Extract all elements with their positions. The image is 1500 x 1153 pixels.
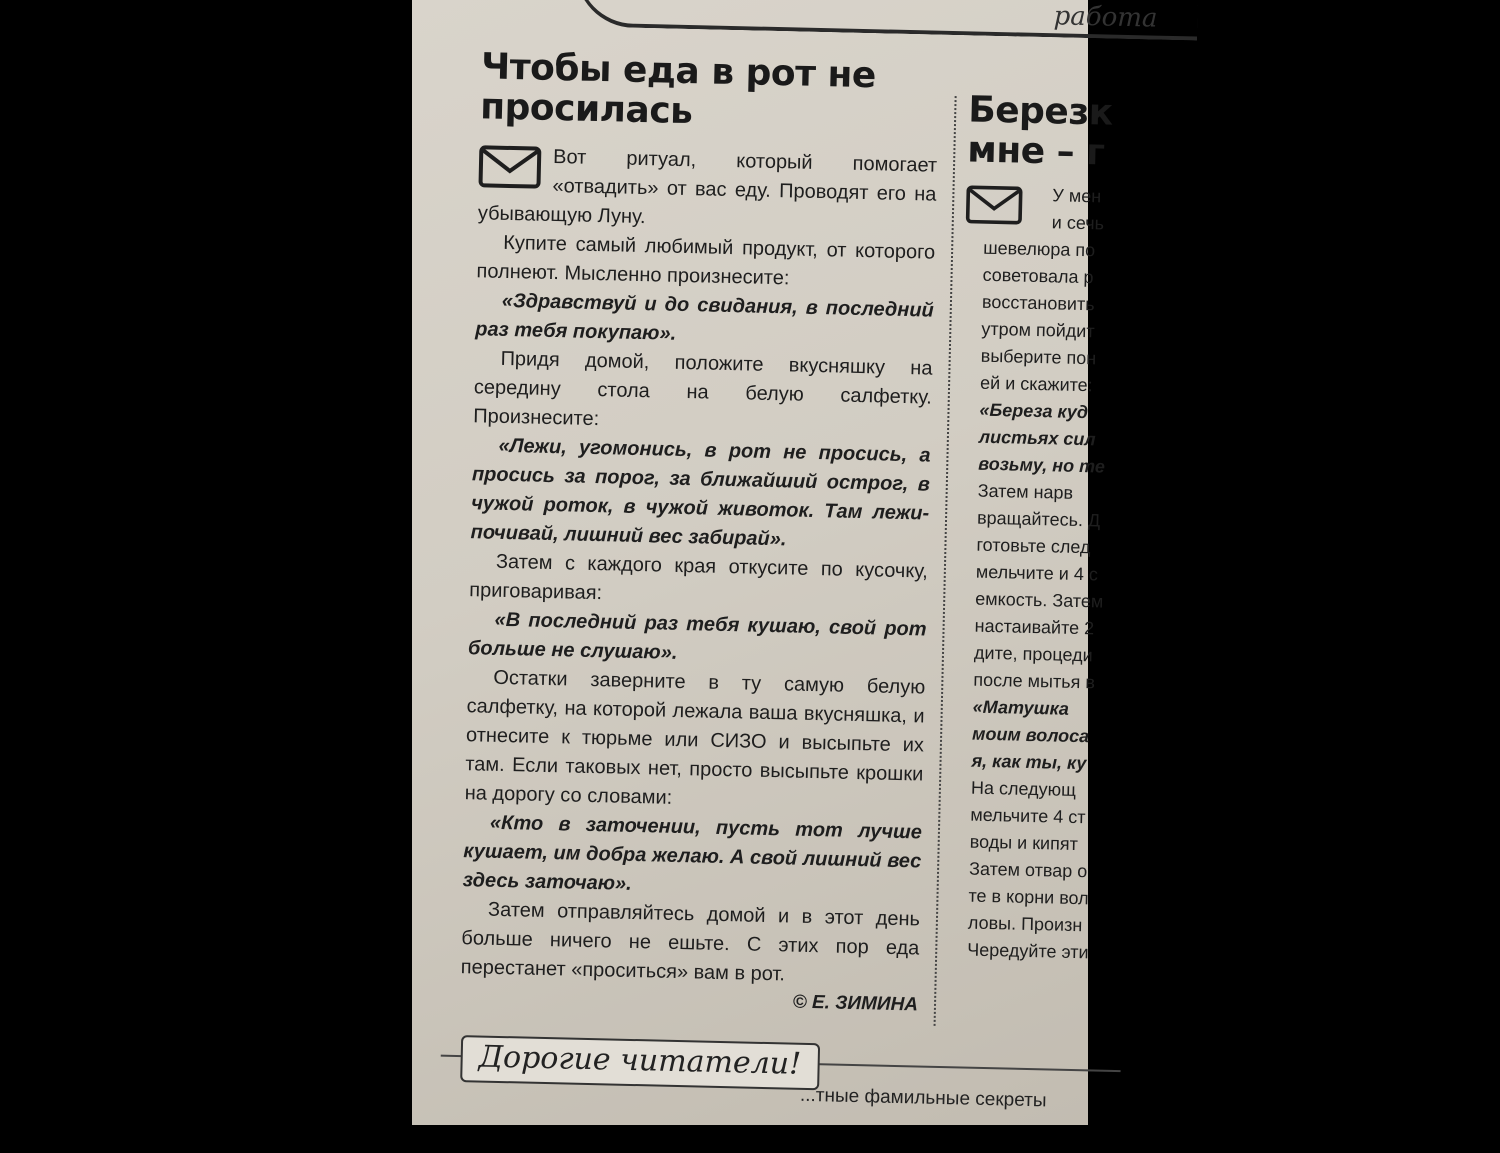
quote-paragraph: «В последний раз тебя кушаю, свой рот больше не слушаю». <box>467 608 927 664</box>
body-paragraph: Чередуйте эти <box>967 939 1089 963</box>
quote-paragraph: «Лежи, угомонись, в рот не просись, а просись за порог, за ближайший острог, в чужой роток, в чужой животок. Там лежи-почивай, лишний вес забирай». <box>470 434 931 551</box>
article-headline: Чтобы еда в рот не просилась <box>479 46 877 133</box>
body-paragraph: ловы. Произн <box>967 912 1083 936</box>
body-paragraph: Затем отправляйтесь домой и в этот день больше ничего не ешьте. С этих пор еда перестанет «проситься» вам в рот. <box>460 898 921 986</box>
body-paragraph: Затем нарв <box>977 480 1074 503</box>
envelope-icon <box>966 184 1023 225</box>
article-right-headline <box>967 90 1169 175</box>
article-body <box>460 141 937 992</box>
quote-paragraph: я, как ты, ку <box>971 750 1087 774</box>
quote-paragraph: возьму, но те <box>978 453 1106 477</box>
quote-paragraph: листьях сил <box>978 426 1096 450</box>
body-paragraph: выберите пон <box>980 345 1097 369</box>
body-paragraph: дите, процеди <box>973 642 1093 666</box>
headline-line: мне – г <box>966 129 1105 174</box>
body-paragraph: Остатки заверните в ту самую белую салфетку, на которой лежала ваша вкусняшка, и отнесите к тюрьме или СИЗО и высыпьте их там. Если таковых нет, просто высыпьте крошки на дорогу со словами: <box>464 666 926 809</box>
body-paragraph: вращайтесь. Д <box>976 507 1101 531</box>
body-paragraph: те в корни вол <box>968 885 1089 909</box>
body-paragraph: На следующ <box>970 777 1077 800</box>
body-paragraph: Придя домой, положите вкусняшку на середину стола на белую салфетку. Произнесите: <box>473 347 933 431</box>
quote-paragraph: «Здравствуй и до свидания, в последний раз тебя покупаю». <box>474 289 935 345</box>
envelope-icon <box>478 145 541 188</box>
body-paragraph: после мытья в <box>973 669 1096 693</box>
section-rubric: работа <box>1053 1 1158 34</box>
article-right-column <box>949 90 1169 967</box>
readers-banner: Дорогие читатели! <box>460 1035 819 1090</box>
headline-line: Березк <box>967 89 1114 134</box>
body-paragraph: готовьте след <box>976 534 1091 558</box>
body-paragraph: Купите самый любимый продукт, от которого полнеют. Мысленно произнесите: <box>476 231 936 290</box>
body-paragraph: воды и кипят <box>969 831 1079 855</box>
body-paragraph: утром пойдит <box>981 318 1095 342</box>
section-header-ornament <box>574 0 1198 41</box>
body-paragraph: емкость. Затем <box>975 588 1104 612</box>
body-paragraph: Вот ритуал, который помогает «отвадить» от вас еду. Проводят его на убывающую Луну. <box>477 145 938 229</box>
body-paragraph: ей и скажите: <box>979 372 1093 396</box>
copyright-icon: © <box>792 991 807 1013</box>
body-paragraph: мельчите и 4 с <box>975 561 1099 585</box>
body-paragraph: настаивайте 2 <box>974 615 1095 639</box>
body-paragraph: Затем отвар о <box>968 858 1088 882</box>
quote-paragraph: моим волоса <box>971 723 1090 747</box>
body-paragraph: мельчите 4 ст <box>970 804 1086 828</box>
quote-paragraph: «Матушка <box>972 696 1070 719</box>
footer-caption: ...тные фамильные секреты <box>799 1084 1047 1112</box>
quote-paragraph: «Кто в заточении, пусть тот лучше кушает, им добра желаю. А свой лишний вес здесь заточаю». <box>462 811 923 895</box>
body-paragraph: шевелюра по <box>982 237 1096 261</box>
quote-paragraph: «Береза куд <box>979 399 1089 423</box>
body-paragraph: У мен <box>1052 185 1102 207</box>
article-right-body <box>949 180 1167 967</box>
article-left-column <box>460 47 940 1016</box>
newspaper-page <box>399 0 1158 1134</box>
body-paragraph: Затем с каждого края откусите по кусочку, приговаривая: <box>469 550 929 605</box>
body-paragraph: восстановить <box>981 291 1095 315</box>
newspaper-photo <box>412 0 1158 1125</box>
author-name: Е. ЗИМИНА <box>811 992 919 1016</box>
body-paragraph: и сечь <box>1051 212 1105 234</box>
body-paragraph: советовала р <box>982 264 1094 288</box>
